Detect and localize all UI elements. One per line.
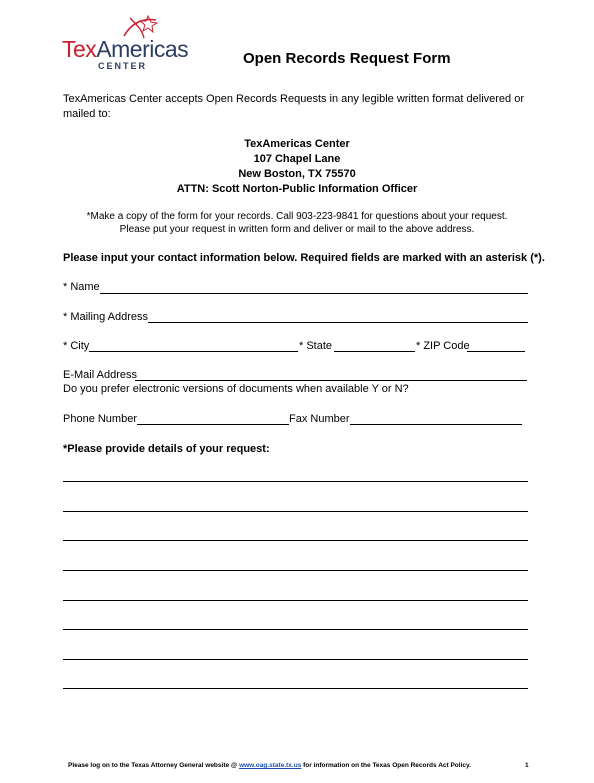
phone-label: Phone Number [63,413,137,425]
request-details-line[interactable] [63,481,528,482]
logo-word-tex: Tex [62,36,97,62]
logo-subtitle: CENTER [98,61,148,71]
email-label: E-Mail Address [63,369,137,381]
state-label: * State [299,340,333,352]
request-details-line[interactable] [63,659,528,660]
name-label: * Name [63,281,100,293]
contact-instructions: Please input your contact information below. Required fields are marked with an asterisk (*). [63,252,545,264]
footer-post: for information on the Texas Open Records Act Policy. [301,762,471,769]
note-line: Please put your request in written form and deliver or mail to the above address. [119,224,475,235]
footer-pre: Please log on to the Texas Attorney General website @ [68,762,240,769]
address-line: ATTN: Scott Norton-Public Information Officer [176,183,418,195]
request-details-line[interactable] [63,570,528,571]
address-line: TexAmericas Center [244,138,350,150]
copy-note [0,210,594,236]
page-number: 1 [525,762,529,769]
intro-text: TexAmericas Center accepts Open Records Requests in any legible written format delivered or mailed to: [63,93,524,120]
logo-wordmark [62,36,188,63]
city-field[interactable] [89,351,298,352]
address-line: 107 Chapel Lane [253,153,341,165]
fax-label: Fax Number [289,413,350,425]
note-line: *Make a copy of the form for your records. Call 903-223-9841 for questions about your request. [86,211,508,222]
email-field[interactable] [135,380,527,381]
mailing-address-label: * Mailing Address [63,311,148,323]
request-details-line[interactable] [63,540,528,541]
request-details-line[interactable] [63,688,528,689]
request-details-line[interactable] [63,511,528,512]
page-title: Open Records Request Form [243,50,451,67]
zip-code-field[interactable] [467,351,525,352]
name-field[interactable] [100,293,528,294]
city-label: * City [63,340,90,352]
request-details-line[interactable] [63,629,528,630]
mailing-address-field[interactable] [148,322,528,323]
zip-label: * ZIP Code [416,340,470,352]
address-line: New Boston, TX 75570 [238,168,356,180]
phone-number-field[interactable] [137,424,289,425]
logo-word-americas: Americas [96,36,189,62]
fax-number-field[interactable] [350,424,522,425]
request-details-line[interactable] [63,600,528,601]
texamericas-logo [58,14,190,70]
request-details-label: *Please provide details of your request: [63,443,270,455]
electronic-preference-question: Do you prefer electronic versions of documents when available Y or N? [63,383,409,395]
oag-website-link[interactable]: www.oag.state.tx.us [239,762,302,769]
footer-note [68,762,471,769]
state-field[interactable] [334,351,415,352]
mailing-address-block [0,137,594,197]
